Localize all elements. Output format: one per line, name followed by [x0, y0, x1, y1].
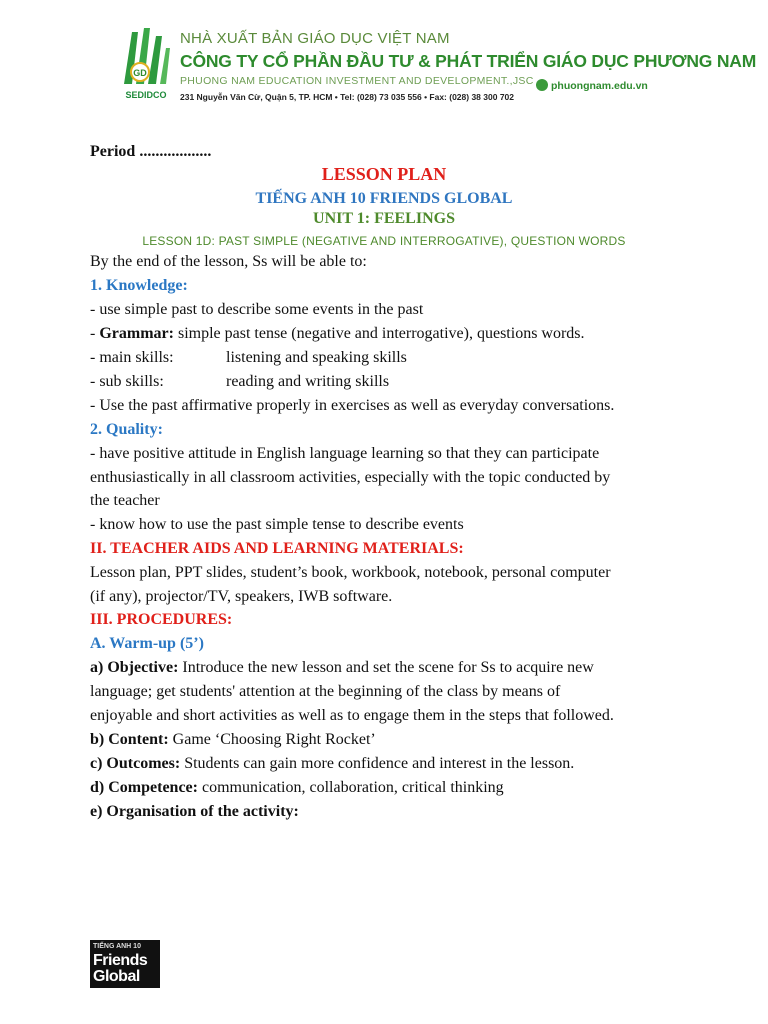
organisation-line: [90, 802, 299, 822]
knowledge-item-4: [90, 372, 389, 392]
intro-text: By the end of the lesson, Ss will be able to:: [90, 253, 367, 270]
outcomes-text: Students can gain more confidence and interest in the lesson.: [180, 755, 575, 772]
website: [536, 79, 648, 92]
competence-text: communication, collaboration, critical thinking: [197, 779, 504, 796]
quality-item-1-line-3: the teacher: [90, 492, 160, 509]
website-text: phuongnam.edu.vn: [551, 80, 648, 92]
grammar-label: Grammar:: [99, 325, 174, 342]
aids-heading: II. TEACHER AIDS AND LEARNING MATERIALS:: [90, 540, 464, 557]
period-line: Period ..................: [90, 143, 212, 160]
knowledge-item-2: [90, 324, 585, 344]
footer-logo-friends: Friends: [93, 952, 148, 969]
quality-item-2: - know how to use the past simple tense to describe events: [90, 516, 464, 533]
content-line: [90, 730, 376, 750]
objective-line-2: language; get students' attention at the beginning of the class by means of: [90, 683, 561, 700]
outcomes-line: [90, 754, 574, 774]
organisation-label: e) Organisation of the activity:: [90, 803, 299, 820]
aids-line-2: (if any), projector/TV, speakers, IWB software.: [90, 588, 393, 605]
quality-item-1-line-1: - have positive attitude in English language learning so that they can participate: [90, 445, 600, 462]
competence-label: d) Competence:: [90, 779, 198, 796]
main-skills-value: listening and speaking skills: [226, 349, 407, 366]
outcomes-label: c) Outcomes:: [90, 755, 181, 772]
doc-title: LESSON PLAN: [321, 164, 447, 184]
sedidco-label: SEDIDCO: [125, 90, 167, 100]
sub-skills-value: reading and writing skills: [226, 373, 390, 390]
friends-global-logo: [90, 940, 160, 988]
quality-heading: 2. Quality:: [90, 421, 163, 438]
grammar-text: simple past tense (negative and interrogative), questions words.: [173, 325, 585, 342]
publisher-name: NHÀ XUẤT BẢN GIÁO DỤC VIỆT NAM: [180, 30, 450, 47]
objective-line-1: [90, 658, 594, 678]
company-address: 231 Nguyễn Văn Cừ, Quận 5, TP. HCM • Tel: (028) 73 035 556 • Fax: (028) 38 300 702: [180, 92, 514, 102]
knowledge-item-1: - use simple past to describe some events in the past: [90, 301, 424, 318]
knowledge-item-5: - Use the past affirmative properly in exercises as well as everyday conversations.: [90, 397, 615, 414]
k2-prefix: -: [90, 325, 100, 342]
globe-icon: [536, 79, 548, 91]
competence-line: [90, 778, 504, 798]
content-text: Game ‘Choosing Right Rocket’: [168, 731, 376, 748]
company-name: CÔNG TY CỔ PHẦN ĐẦU TƯ & PHÁT TRIỂN GIÁO DỤC PHƯƠNG NAM: [180, 51, 757, 71]
knowledge-item-3: [90, 348, 407, 368]
objective-line-3: enjoyable and short activities as well as to engage them in the steps that followed.: [90, 707, 614, 724]
sub-skills-label: - sub skills:: [90, 373, 164, 390]
company-name-english: PHUONG NAM EDUCATION INVESTMENT AND DEVELOPMENT.,JSC: [180, 75, 534, 87]
objective-label: a) Objective:: [90, 659, 179, 676]
aids-line-1: Lesson plan, PPT slides, student’s book, workbook, notebook, personal computer: [90, 564, 611, 581]
knowledge-heading: 1. Knowledge:: [90, 277, 188, 294]
content-label: b) Content:: [90, 731, 169, 748]
procedures-heading: III. PROCEDURES:: [90, 611, 233, 628]
objective-text: Introduce the new lesson and set the scene for Ss to acquire new: [178, 659, 594, 676]
footer-logo-global: Global: [93, 968, 140, 985]
svg-text:GD: GD: [133, 68, 147, 78]
main-skills-label: - main skills:: [90, 349, 174, 366]
lesson-title: LESSON 1D: PAST SIMPLE (NEGATIVE AND INTERROGATIVE), QUESTION WORDS: [142, 234, 626, 248]
doc-subtitle: TIẾNG ANH 10 FRIENDS GLOBAL: [255, 190, 513, 207]
warmup-heading: A. Warm-up (5’): [90, 635, 204, 652]
footer-logo-top: TIẾNG ANH 10: [93, 943, 141, 950]
quality-item-1-line-2: enthusiastically in all classroom activities, especially with the topic conducted by: [90, 469, 611, 486]
unit-title: UNIT 1: FEELINGS: [313, 210, 455, 227]
publisher-header: [118, 22, 757, 112]
